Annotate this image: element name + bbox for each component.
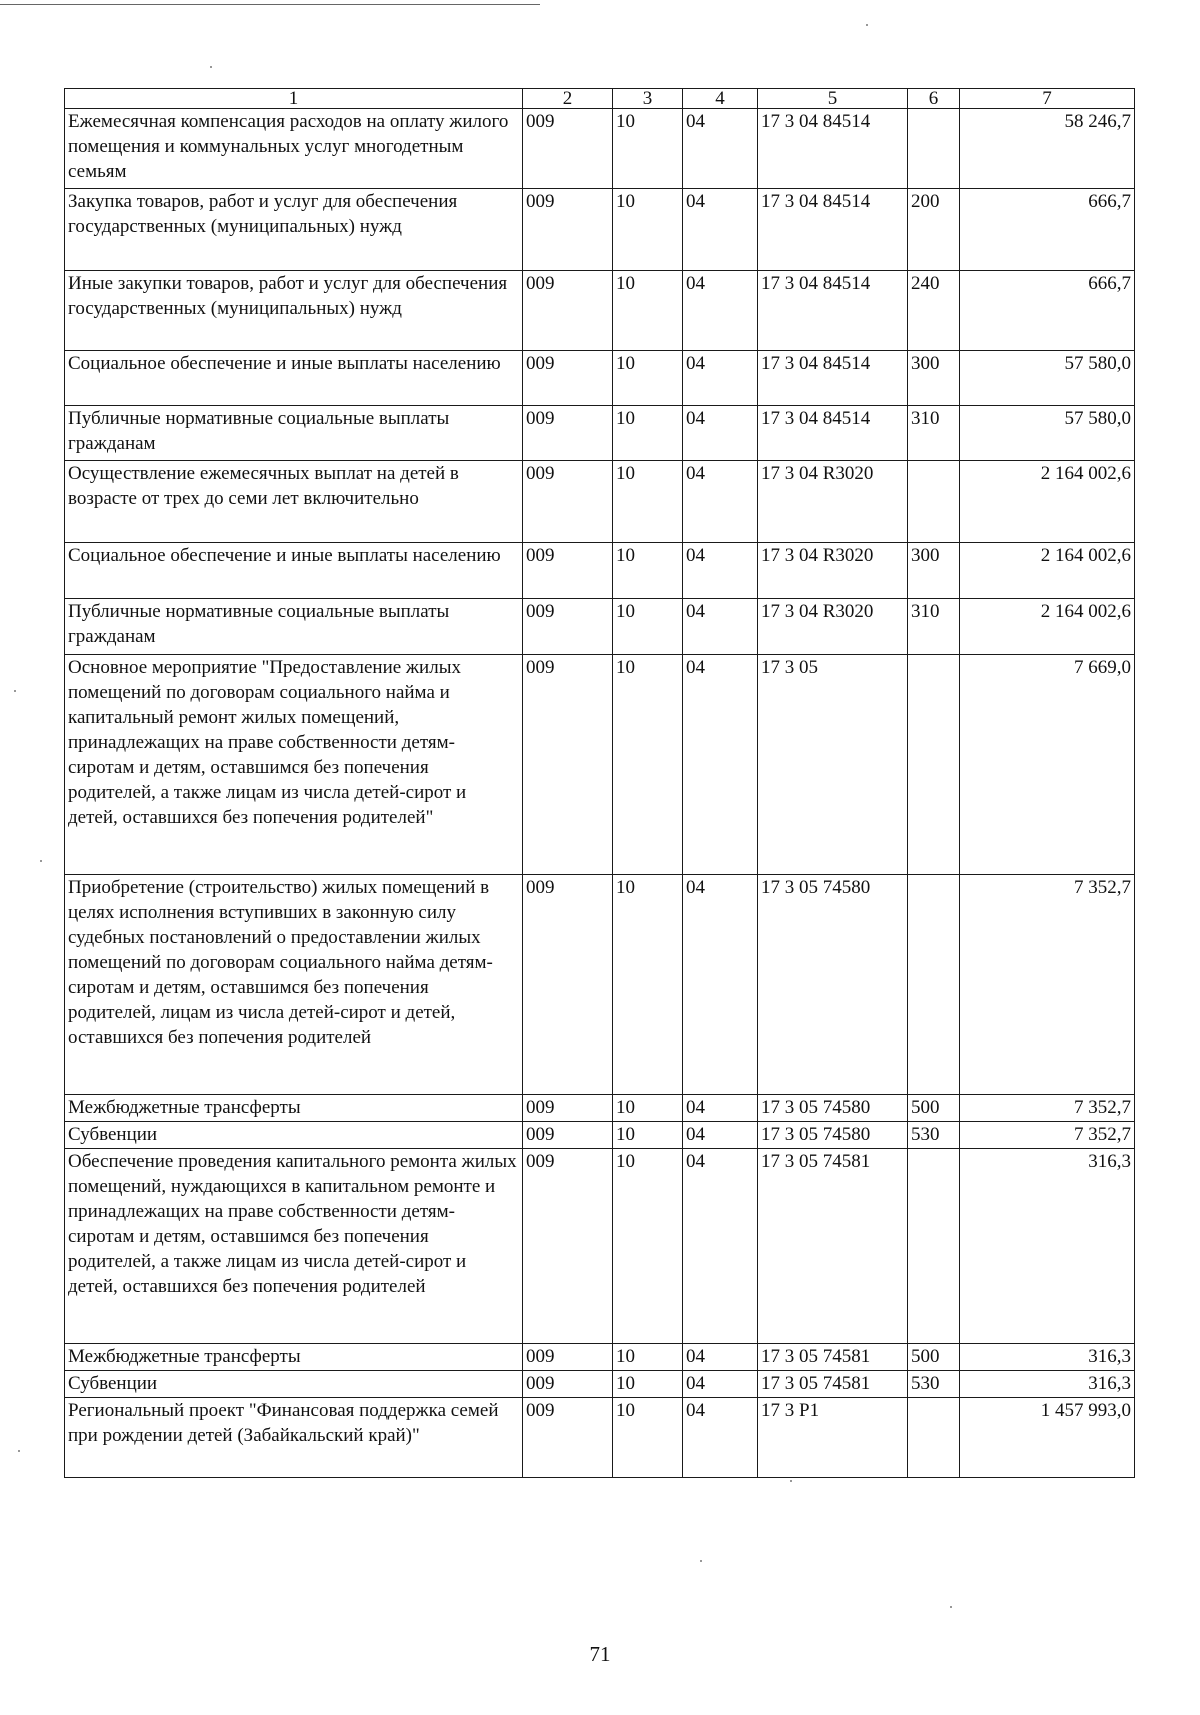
- cell-amount: 666,7: [960, 189, 1135, 271]
- scan-speck: [790, 1480, 792, 1482]
- cell-amount: 2 164 002,6: [960, 543, 1135, 599]
- cell-admin-code: 009: [523, 109, 613, 189]
- row-name: Основное мероприятие "Предоставление жилых помещений по договорам социального найма и капитальный ремонт жилых помещений, принадлежащих на праве собственности детям-сиротам и детям, оставшимся без попечения родителей, а также лицам из числа детей-сирот и детей, оставшихся без попечения родителей": [65, 655, 523, 875]
- cell-admin-code: 009: [523, 1149, 613, 1344]
- table-row: [65, 1371, 1135, 1398]
- cell-target-article: 17 3 05: [758, 655, 908, 875]
- cell-expense-type: 310: [908, 599, 960, 655]
- budget-table: [64, 88, 1135, 1478]
- cell-subsection: 04: [683, 875, 758, 1095]
- scan-edge-line: [0, 4, 540, 5]
- scan-speck: [18, 1450, 20, 1452]
- cell-section: 10: [613, 189, 683, 271]
- cell-admin-code: 009: [523, 655, 613, 875]
- table-row: [65, 189, 1135, 271]
- cell-admin-code: 009: [523, 543, 613, 599]
- cell-amount: 7 669,0: [960, 655, 1135, 875]
- row-name: Обеспечение проведения капитального ремонта жилых помещений, нуждающихся в капитальном ремонте и принадлежащих на праве собственности детям-сиротам и детям, оставшимся без попечения родителей, а также лицам из числа детей-сирот и детей, оставшихся без попечения родителей: [65, 1149, 523, 1344]
- table-row: [65, 599, 1135, 655]
- cell-subsection: 04: [683, 543, 758, 599]
- header-cell: 7: [960, 89, 1135, 109]
- table-row: [65, 351, 1135, 406]
- cell-subsection: 04: [683, 1371, 758, 1398]
- header-cell: 4: [683, 89, 758, 109]
- cell-subsection: 04: [683, 1149, 758, 1344]
- table-row: [65, 406, 1135, 461]
- cell-expense-type: 500: [908, 1095, 960, 1122]
- cell-amount: 316,3: [960, 1371, 1135, 1398]
- cell-amount: 7 352,7: [960, 1095, 1135, 1122]
- row-name: Ежемесячная компенсация расходов на оплату жилого помещения и коммунальных услуг многодетным семьям: [65, 109, 523, 189]
- scan-speck: [14, 690, 16, 692]
- cell-target-article: 17 3 04 84514: [758, 189, 908, 271]
- scan-speck: [40, 860, 42, 862]
- cell-admin-code: 009: [523, 1344, 613, 1371]
- cell-expense-type: [908, 1398, 960, 1478]
- table-row: [65, 655, 1135, 875]
- row-name: Публичные нормативные социальные выплаты гражданам: [65, 406, 523, 461]
- cell-section: 10: [613, 109, 683, 189]
- cell-expense-type: [908, 1149, 960, 1344]
- cell-expense-type: 310: [908, 406, 960, 461]
- header-cell: 5: [758, 89, 908, 109]
- cell-subsection: 04: [683, 406, 758, 461]
- cell-target-article: 17 3 04 R3020: [758, 599, 908, 655]
- cell-amount: 57 580,0: [960, 406, 1135, 461]
- cell-expense-type: 500: [908, 1344, 960, 1371]
- cell-section: 10: [613, 875, 683, 1095]
- cell-admin-code: 009: [523, 1371, 613, 1398]
- cell-target-article: 17 3 05 74580: [758, 875, 908, 1095]
- cell-section: 10: [613, 1122, 683, 1149]
- row-name: Межбюджетные трансферты: [65, 1095, 523, 1122]
- cell-target-article: 17 3 05 74581: [758, 1371, 908, 1398]
- row-name: Публичные нормативные социальные выплаты гражданам: [65, 599, 523, 655]
- cell-subsection: 04: [683, 1095, 758, 1122]
- cell-section: 10: [613, 406, 683, 461]
- row-name: Субвенции: [65, 1371, 523, 1398]
- cell-expense-type: 300: [908, 351, 960, 406]
- scan-speck: [210, 66, 212, 68]
- cell-amount: 57 580,0: [960, 351, 1135, 406]
- scan-speck: [950, 1606, 952, 1608]
- table-row: [65, 109, 1135, 189]
- cell-amount: 7 352,7: [960, 875, 1135, 1095]
- cell-admin-code: 009: [523, 406, 613, 461]
- table-row: [65, 1149, 1135, 1344]
- header-cell: 3: [613, 89, 683, 109]
- cell-subsection: 04: [683, 351, 758, 406]
- table-row: [65, 1095, 1135, 1122]
- cell-section: 10: [613, 1149, 683, 1344]
- cell-expense-type: [908, 655, 960, 875]
- row-name: Межбюджетные трансферты: [65, 1344, 523, 1371]
- cell-subsection: 04: [683, 109, 758, 189]
- cell-expense-type: 300: [908, 543, 960, 599]
- cell-section: 10: [613, 1095, 683, 1122]
- cell-amount: 2 164 002,6: [960, 461, 1135, 543]
- cell-amount: 2 164 002,6: [960, 599, 1135, 655]
- cell-section: 10: [613, 461, 683, 543]
- cell-admin-code: 009: [523, 1095, 613, 1122]
- cell-admin-code: 009: [523, 271, 613, 351]
- cell-admin-code: 009: [523, 1398, 613, 1478]
- cell-target-article: 17 3 04 84514: [758, 351, 908, 406]
- cell-subsection: 04: [683, 189, 758, 271]
- table-row: [65, 875, 1135, 1095]
- page-number: 71: [589, 1642, 611, 1666]
- table-row: [65, 543, 1135, 599]
- cell-target-article: 17 3 05 74581: [758, 1149, 908, 1344]
- cell-amount: 316,3: [960, 1149, 1135, 1344]
- table-row: [65, 1122, 1135, 1149]
- cell-amount: 1 457 993,0: [960, 1398, 1135, 1478]
- cell-expense-type: 240: [908, 271, 960, 351]
- cell-subsection: 04: [683, 655, 758, 875]
- cell-expense-type: 530: [908, 1122, 960, 1149]
- row-name: Социальное обеспечение и иные выплаты населению: [65, 543, 523, 599]
- cell-subsection: 04: [683, 1398, 758, 1478]
- cell-amount: 7 352,7: [960, 1122, 1135, 1149]
- cell-expense-type: [908, 109, 960, 189]
- cell-target-article: 17 3 04 R3020: [758, 543, 908, 599]
- cell-target-article: 17 3 05 74581: [758, 1344, 908, 1371]
- cell-expense-type: [908, 875, 960, 1095]
- scan-speck: [700, 1560, 702, 1562]
- row-name: Осуществление ежемесячных выплат на детей в возрасте от трех до семи лет включительно: [65, 461, 523, 543]
- header-cell: 1: [65, 89, 523, 109]
- row-name: Социальное обеспечение и иные выплаты населению: [65, 351, 523, 406]
- cell-subsection: 04: [683, 461, 758, 543]
- cell-target-article: 17 3 04 84514: [758, 271, 908, 351]
- cell-section: 10: [613, 1371, 683, 1398]
- cell-section: 10: [613, 351, 683, 406]
- header-cell: 6: [908, 89, 960, 109]
- cell-target-article: 17 3 P1: [758, 1398, 908, 1478]
- cell-section: 10: [613, 1344, 683, 1371]
- table-header-row: [65, 89, 1135, 109]
- cell-subsection: 04: [683, 1344, 758, 1371]
- cell-admin-code: 009: [523, 1122, 613, 1149]
- cell-amount: 316,3: [960, 1344, 1135, 1371]
- cell-section: 10: [613, 599, 683, 655]
- scan-speck: [866, 24, 868, 26]
- cell-target-article: 17 3 04 84514: [758, 406, 908, 461]
- cell-target-article: 17 3 05 74580: [758, 1095, 908, 1122]
- cell-admin-code: 009: [523, 351, 613, 406]
- cell-section: 10: [613, 655, 683, 875]
- cell-admin-code: 009: [523, 461, 613, 543]
- cell-target-article: 17 3 04 R3020: [758, 461, 908, 543]
- cell-admin-code: 009: [523, 599, 613, 655]
- cell-subsection: 04: [683, 599, 758, 655]
- row-name: Закупка товаров, работ и услуг для обеспечения государственных (муниципальных) нужд: [65, 189, 523, 271]
- table-row: [65, 1398, 1135, 1478]
- row-name: Иные закупки товаров, работ и услуг для обеспечения государственных (муниципальных) нужд: [65, 271, 523, 351]
- table-row: [65, 271, 1135, 351]
- cell-section: 10: [613, 543, 683, 599]
- cell-amount: 58 246,7: [960, 109, 1135, 189]
- row-name: Субвенции: [65, 1122, 523, 1149]
- cell-section: 10: [613, 271, 683, 351]
- cell-subsection: 04: [683, 271, 758, 351]
- cell-expense-type: [908, 461, 960, 543]
- cell-admin-code: 009: [523, 875, 613, 1095]
- cell-expense-type: 530: [908, 1371, 960, 1398]
- table-row: [65, 1344, 1135, 1371]
- cell-section: 10: [613, 1398, 683, 1478]
- cell-expense-type: 200: [908, 189, 960, 271]
- cell-subsection: 04: [683, 1122, 758, 1149]
- cell-target-article: 17 3 04 84514: [758, 109, 908, 189]
- table-row: [65, 461, 1135, 543]
- row-name: Региональный проект "Финансовая поддержка семей при рождении детей (Забайкальский край)": [65, 1398, 523, 1478]
- row-name: Приобретение (строительство) жилых помещений в целях исполнения вступивших в законную силу судебных постановлений о предоставлении жилых помещений по договорам социального найма детям-сиротам и детям, оставшимся без попечения родителей, лицам из числа детей-сирот и детей, оставшихся без попечения родителей: [65, 875, 523, 1095]
- header-cell: 2: [523, 89, 613, 109]
- cell-target-article: 17 3 05 74580: [758, 1122, 908, 1149]
- cell-admin-code: 009: [523, 189, 613, 271]
- cell-amount: 666,7: [960, 271, 1135, 351]
